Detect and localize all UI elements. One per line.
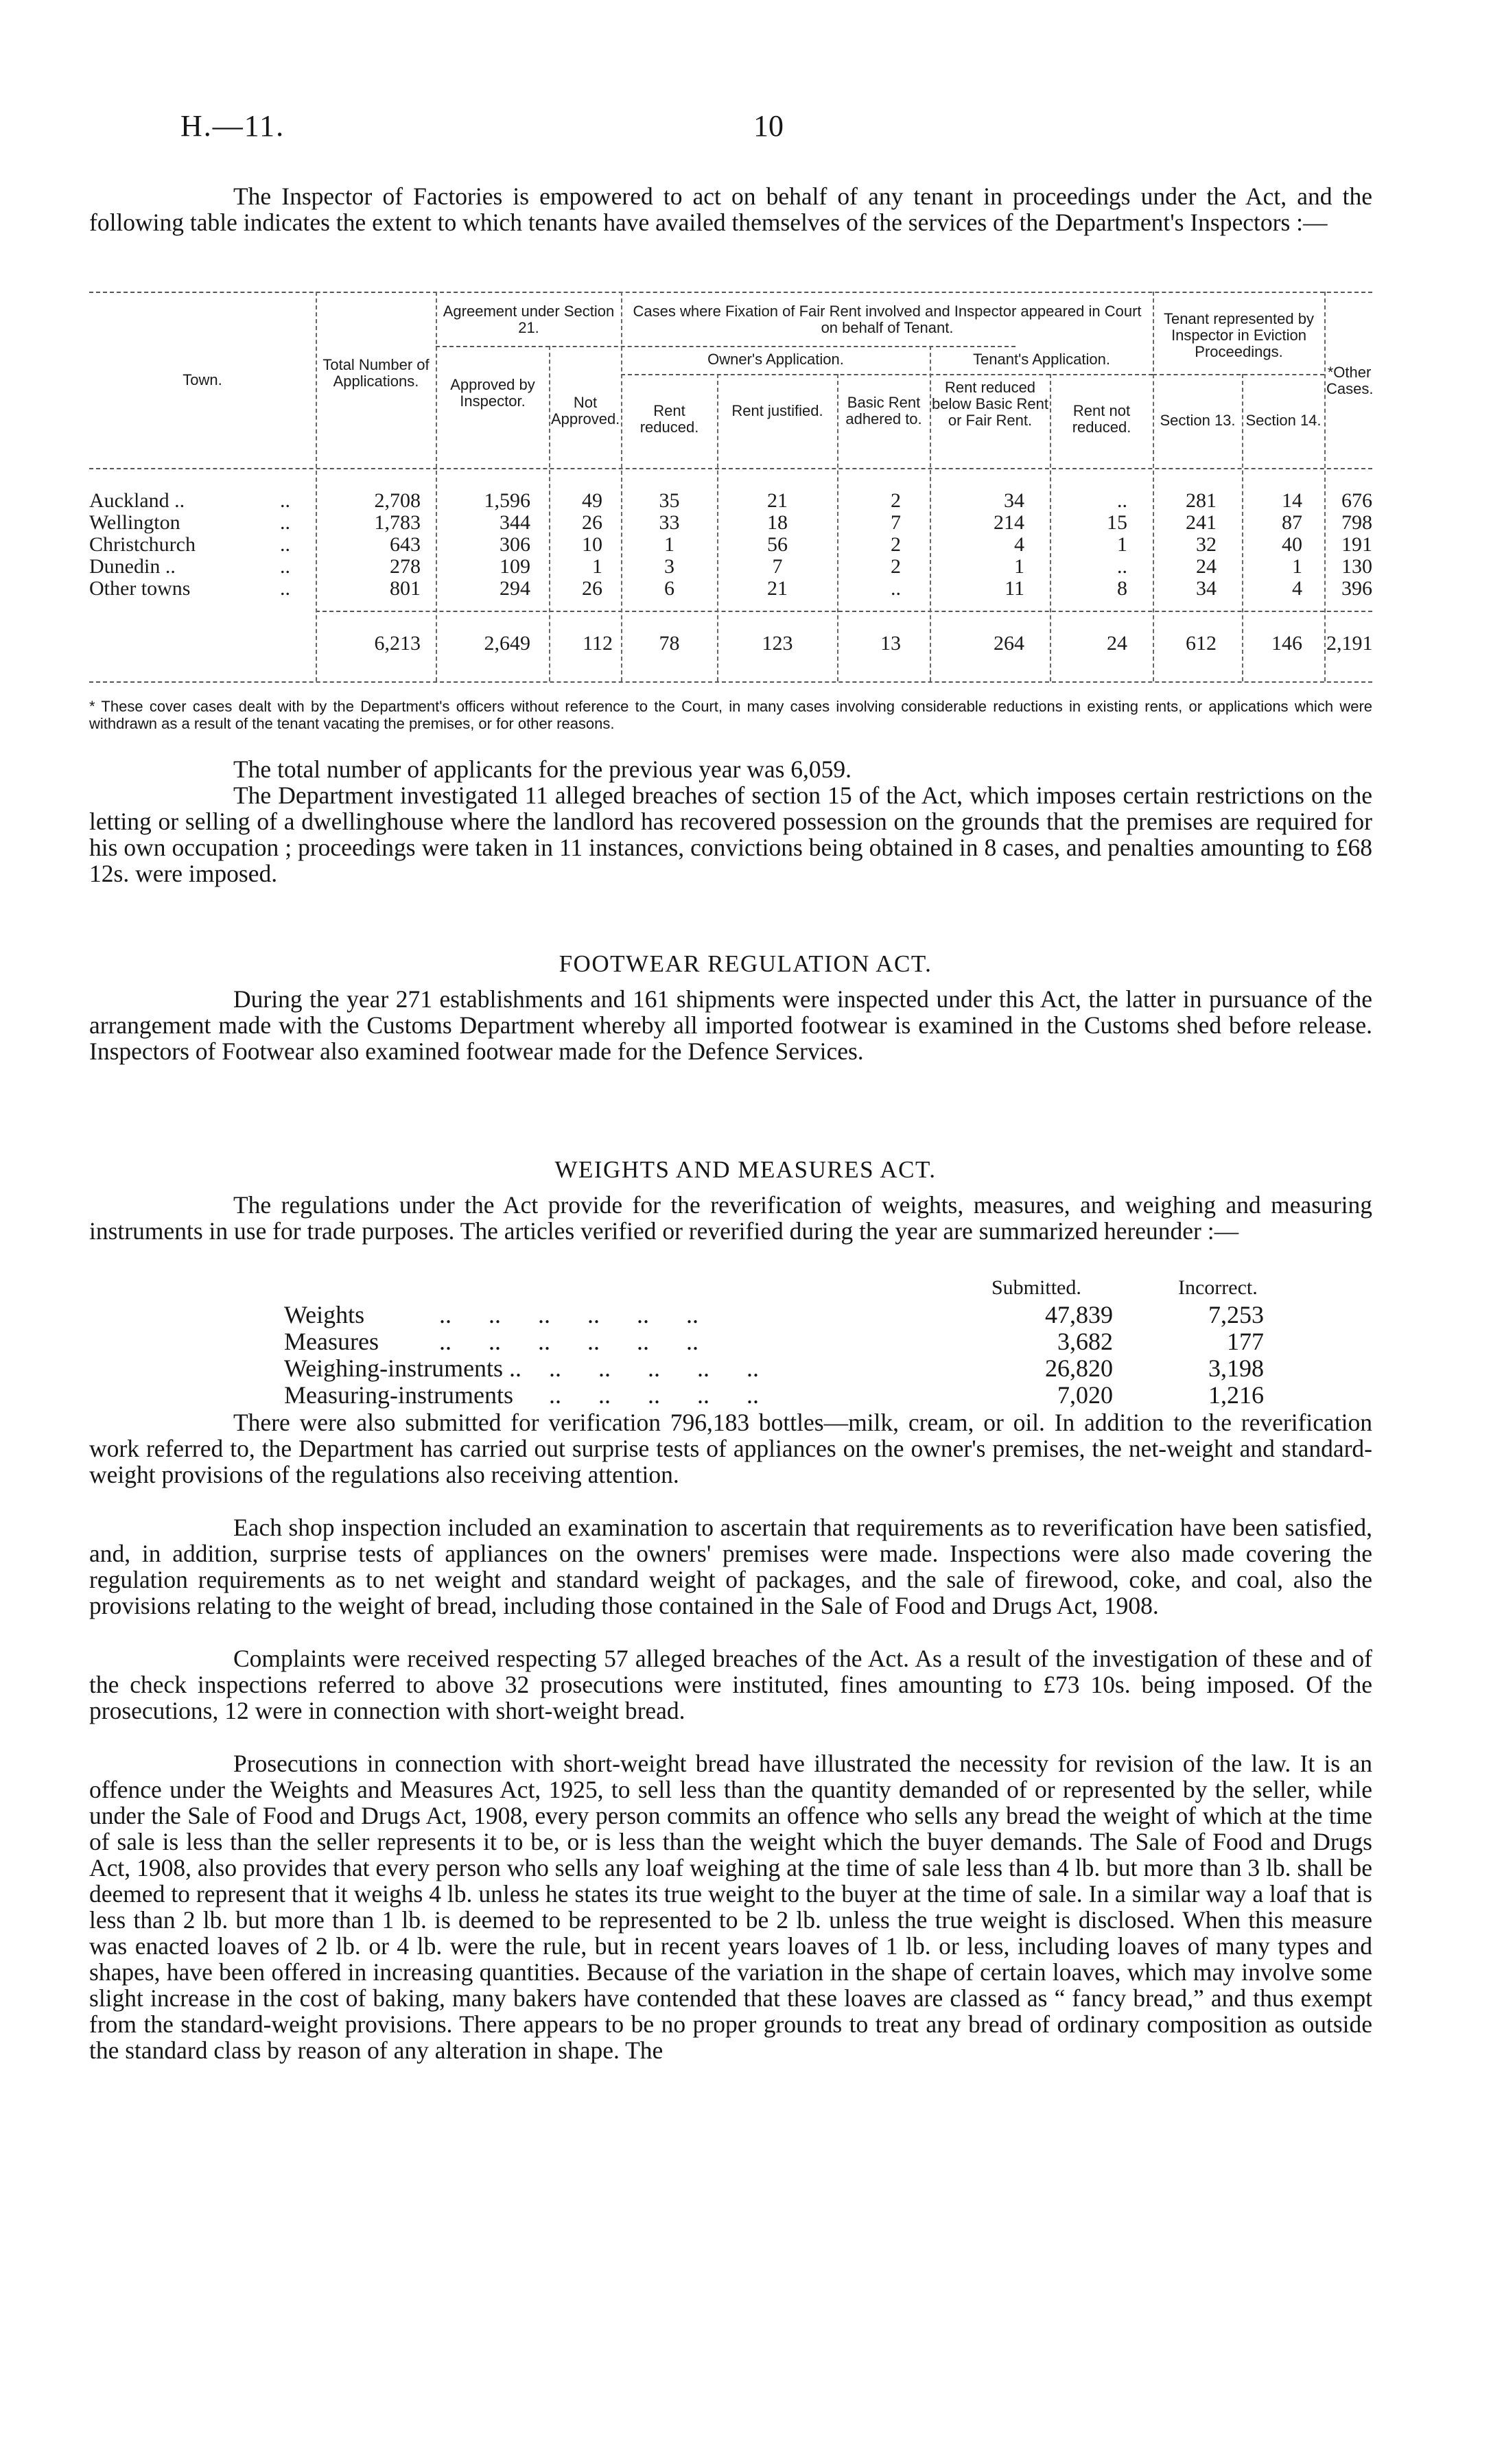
table-row-town: Dunedin ..: [89, 555, 176, 578]
table-cell: 278: [390, 555, 421, 578]
paragraph-weights-intro: The regulations under the Act provide for the reverification of weights, measures, and weighing and measuring instruments in use for trade purposes. The articles verified or reverified during the year are summarized hereunder :—: [89, 1191, 1372, 1245]
summary-incorrect: 177: [1227, 1328, 1264, 1355]
col-group-agreement: Agreement under Section 21.: [443, 303, 615, 336]
summary-label: Measures: [284, 1328, 379, 1355]
table-cell: 643: [390, 533, 421, 556]
col-group-eviction: Tenant represented by Inspector in Eviction Proceedings.: [1164, 310, 1314, 360]
table-total-cell: 112: [583, 632, 613, 655]
table-total-cell: 2,191: [1326, 632, 1373, 655]
table-cell: 7: [772, 555, 783, 578]
table-total-cell: 612: [1186, 632, 1217, 655]
table-rule: [436, 346, 1015, 347]
table-col-rule: [436, 292, 437, 681]
summary-submitted: 3,682: [1057, 1328, 1113, 1355]
summary-row-weighing-instruments: [0, 1354, 1491, 1381]
paragraph-footwear: During the year 271 establishments and 161 shipments were inspected under this Act, the latter in pursuance of the arrangement made with the Customs Department whereby all imported footwear is examined in the Customs shed before release. Inspectors of Footwear also examined footwear made for the Defence Services.: [89, 985, 1372, 1065]
table-cell: 24: [1196, 555, 1217, 578]
table-col-rule: [837, 374, 838, 681]
table-bottom-rule: [89, 681, 1372, 683]
table-cell: 4: [1014, 533, 1024, 556]
summary-submitted: 7,020: [1057, 1381, 1113, 1409]
table-cell: 21: [767, 577, 788, 600]
table-col-rule: [1050, 374, 1051, 681]
table-cell: 32: [1196, 533, 1217, 556]
table-row-leader: ..: [280, 511, 290, 534]
table-cell: 14: [1282, 489, 1302, 512]
summary-submitted: 47,839: [1045, 1301, 1113, 1328]
table-cell: 1: [1117, 533, 1127, 556]
table-footnote: * These cover cases dealt with by the Department's officers without reference to the Court, in many cases involving considerable reductions in existing rents, or applications which were withdrawn as a result of the tenant vacating the premises, or for other reasons.: [89, 698, 1372, 732]
col-subgroup-owners-application: Owner's Application.: [707, 351, 844, 368]
table-cell: 26: [582, 577, 602, 600]
table-cell: 4: [1292, 577, 1302, 600]
table-cell: 26: [582, 511, 602, 534]
table-cell: 281: [1186, 489, 1217, 512]
table-rule: [1153, 374, 1324, 375]
table-row-leader: ..: [280, 555, 290, 578]
col-header-incorrect: Incorrect.: [1178, 1276, 1258, 1299]
col-header-not-approved: Not Approved.: [551, 394, 620, 427]
table-cell: 1,596: [484, 489, 530, 512]
paragraph-complaints: Complaints were received respecting 57 alleged breaches of the Act. As a result of the investigation of these and of the check inspections referred to above 32 prosecutions were instituted, fines amounting to £73 10s. being imposed. Of the prosecutions, 12 were in connection with short-weight bread.: [89, 1645, 1372, 1724]
table-cell: 109: [500, 555, 530, 578]
table-cell: 40: [1282, 533, 1302, 556]
table-cell: 35: [659, 489, 680, 512]
col-header-rent-not-reduced: Rent not reduced.: [1072, 402, 1131, 436]
summary-leaders: .. .. .. .. ..: [549, 1381, 759, 1409]
table-total-cell: 6,213: [374, 632, 421, 655]
table-cell: 801: [390, 577, 421, 600]
table-row-leader: ..: [280, 577, 290, 600]
table-total-cell: 146: [1271, 632, 1302, 655]
table-cell: 306: [500, 533, 530, 556]
summary-incorrect: 7,253: [1208, 1301, 1264, 1328]
summary-submitted: 26,820: [1045, 1354, 1113, 1382]
table-cell: 15: [1107, 511, 1127, 534]
table-row-town: Wellington: [89, 511, 180, 534]
summary-leaders: .. .. .. .. ..: [549, 1354, 759, 1382]
table-cell: 1: [1014, 555, 1024, 578]
table-cell: 34: [1004, 489, 1024, 512]
table-cell: 1: [592, 555, 602, 578]
table-cell: 798: [1341, 511, 1372, 534]
col-header-submitted: Submitted.: [991, 1276, 1081, 1299]
table-row-town: Christchurch: [89, 533, 196, 556]
summary-leaders: .. .. .. .. .. ..: [439, 1301, 698, 1328]
table-col-rule: [717, 374, 718, 681]
col-header-other-cases: *Other Cases.: [1326, 364, 1374, 397]
paragraph-previous-year: The total number of applicants for the previous year was 6,059.: [233, 755, 852, 783]
table-cell: 10: [582, 533, 602, 556]
table-top-rule: [89, 292, 1372, 293]
table-cell: ..: [1117, 555, 1127, 578]
heading-footwear: FOOTWEAR REGULATION ACT.: [559, 950, 932, 977]
table-cell: 34: [1196, 577, 1217, 600]
table-cell: 56: [767, 533, 788, 556]
heading-weights-measures: WEIGHTS AND MEASURES ACT.: [554, 1156, 937, 1183]
col-header-total: Total Number of Applications.: [322, 356, 430, 390]
summary-label: Weighing-instruments ..: [284, 1354, 522, 1382]
summary-incorrect: 3,198: [1208, 1354, 1264, 1382]
col-header-rent-justified: Rent justified.: [731, 402, 823, 419]
table-cell: 2,708: [374, 489, 421, 512]
table-cell: 396: [1341, 577, 1372, 600]
col-group-fair-rent: Cases where Fixation of Fair Rent involved and Inspector appeared in Court on behalf of Tenant.: [633, 303, 1142, 336]
table-cell: 344: [500, 511, 530, 534]
tenancy-applications-table: [89, 292, 1372, 683]
col-header-town: Town.: [183, 371, 222, 388]
table-cell: 1: [1292, 555, 1302, 578]
table-header-rule: [89, 468, 1372, 469]
paragraph-prosecutions: Prosecutions in connection with short-weight bread have illustrated the necessity for revision of the law. It is an offence under the Weights and Measures Act, 1925, to sell less than the quantity demanded of or represented by the seller, while under the Sale of Food and Drugs Act, 1908, every person commits an offence who sells any bread the weight of which at the time of sale is less than the seller represents it to be, or is less than the weight which the buyer demands. The Sale of Food and Drugs Act, 1908, also provides that every person who sells any loaf weighing at the time of sale less than 4 lb. but more than 3 lb. shall be deemed to represent that it weighs 4 lb. unless he states its true weight to the buyer at the time of sale. In a similar way a loaf that is less than 2 lb. but more than 1 lb. is deemed to be represented to be 2 lb. unless the true weight is disclosed. When this measure was enacted loaves of 2 lb. or 4 lb. were the rule, but in recent years loaves of 1 lb. or less, including loaves of many types and shapes, have been offered in increasing quantities. Because of the variation in the shape of certain loaves, which may involve some slight increase in the cost of baking, many bakers have contended that these loaves are classed as “ fancy bread,” and thus exempt from the standard-weight provisions. There appears to be no proper grounds to treat any bread of ordinary composition as outside the standard class by reason of any alteration in shape. The: [89, 1750, 1372, 2064]
table-total-cell: 123: [762, 632, 793, 655]
table-cell: ..: [1117, 489, 1127, 512]
col-header-approved: Approved by Inspector.: [450, 376, 535, 410]
table-cell: 18: [767, 511, 788, 534]
table-row-leader: ..: [280, 489, 290, 512]
table-cell: 130: [1341, 555, 1372, 578]
summary-incorrect: 1,216: [1208, 1381, 1264, 1409]
table-cell: 7: [891, 511, 901, 534]
table-cell: 2: [891, 555, 901, 578]
table-cell: 191: [1341, 533, 1372, 556]
table-row-town: Auckland ..: [89, 489, 185, 512]
table-cell: 6: [664, 577, 674, 600]
paragraph-breaches: The Department investigated 11 alleged breaches of section 15 of the Act, which imposes certain restrictions on the letting or selling of a dwellinghouse where the landlord has recovered possession on the grounds that the premises are required for his own occupation ; proceedings were taken in 11 instances, convictions being obtained in 8 cases, and penalties amounting to £68 12s. were imposed.: [89, 782, 1372, 887]
table-col-rule: [621, 292, 622, 681]
col-header-basic-rent: Basic Rent adhered to.: [845, 394, 922, 427]
table-col-rule: [549, 346, 550, 681]
summary-row-weights: [0, 1300, 1491, 1328]
table-row-leader: ..: [280, 533, 290, 556]
table-total-cell: 2,649: [484, 632, 530, 655]
summary-label: Weights: [284, 1301, 365, 1328]
summary-leaders: .. .. .. .. .. ..: [439, 1328, 698, 1355]
summary-label: Measuring-instruments: [284, 1381, 513, 1409]
table-cell: 8: [1117, 577, 1127, 600]
table-rule: [621, 374, 1153, 375]
table-row-town: Other towns: [89, 577, 191, 600]
table-cell: 214: [994, 511, 1024, 534]
col-header-section-13: Section 13.: [1160, 412, 1236, 429]
table-cell: 1: [664, 533, 674, 556]
table-total-cell: 24: [1107, 632, 1127, 655]
table-cell: 2: [891, 489, 901, 512]
col-subgroup-tenants-application: Tenant's Application.: [973, 351, 1110, 368]
table-col-rule: [316, 292, 317, 681]
summary-row-measuring-instruments: [0, 1381, 1491, 1408]
table-col-rule: [1324, 292, 1326, 681]
table-cell: 21: [767, 489, 788, 512]
col-header-rent-reduced-below: Rent reduced below Basic Rent or Fair Rent.: [932, 379, 1048, 429]
table-total-cell: 78: [659, 632, 680, 655]
table-cell: 49: [582, 489, 602, 512]
col-header-rent-reduced: Rent reduced.: [639, 402, 699, 436]
table-cell: 11: [1005, 577, 1024, 600]
table-col-rule: [1153, 292, 1154, 681]
table-cell: 33: [659, 511, 680, 534]
summary-row-measures: [0, 1327, 1491, 1354]
document-reference: H.—11.: [180, 109, 285, 143]
paragraph-shop-inspection: Each shop inspection included an examination to ascertain that requirements as to reverification have been satisfied, and, in addition, surprise tests of appliances on the owners' premises were made. Inspections were also made covering the regulation requirements as to net weight and standard weight of packages, and the sale of firewood, coke, and coal, also the provisions relating to the weight of bread, including those contained in the Sale of Food and Drugs Act, 1908.: [89, 1514, 1372, 1619]
table-totals-rule: [316, 611, 1372, 612]
table-cell: 676: [1341, 489, 1372, 512]
summary-column-headers: [0, 1276, 1491, 1304]
table-total-cell: 13: [880, 632, 901, 655]
page-number: 10: [753, 109, 784, 143]
table-cell: 87: [1282, 511, 1302, 534]
paragraph-bottles: There were also submitted for verification 796,183 bottles—milk, cream, or oil. In addition to the reverification work referred to, the Department has carried out surprise tests of appliances on the owner's premises, the net-weight and standard-weight provisions of the regulations also receiving attention.: [89, 1409, 1372, 1488]
table-cell: 294: [500, 577, 530, 600]
table-col-rule: [1242, 374, 1243, 681]
table-total-cell: 264: [994, 632, 1024, 655]
table-cell: 241: [1186, 511, 1217, 534]
table-col-rule: [930, 346, 931, 681]
table-cell: 3: [664, 555, 674, 578]
table-cell: 1,783: [374, 511, 421, 534]
intro-paragraph: The Inspector of Factories is empowered to act on behalf of any tenant in proceedings under the Act, and the following table indicates the extent to which tenants have availed themselves of the services of the Department's Inspectors :—: [89, 183, 1372, 236]
table-cell: ..: [891, 577, 901, 600]
table-cell: 2: [891, 533, 901, 556]
col-header-section-14: Section 14.: [1245, 412, 1322, 429]
